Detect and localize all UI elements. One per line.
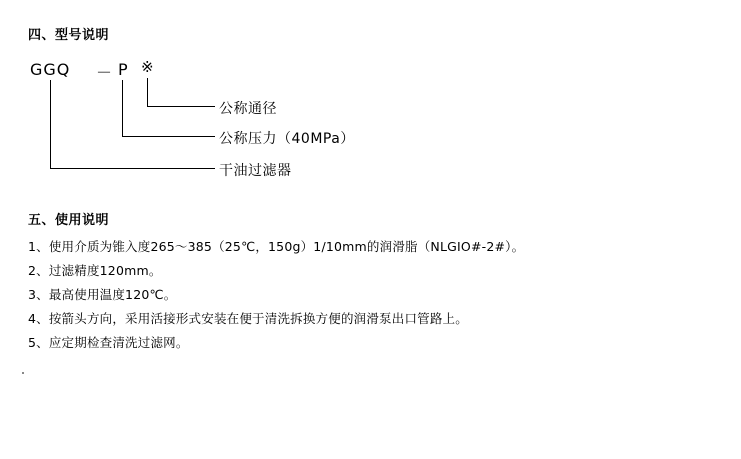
model-code-pressure: P	[118, 60, 129, 79]
callout-nominal-pressure: 公称压力（40MPa）	[219, 131, 355, 147]
model-code-dash: －	[96, 63, 114, 82]
leader-line-name-vertical	[50, 80, 51, 168]
page-artifact-dot	[22, 372, 24, 374]
usage-note-item: 5、应定期检查清洗过滤网。	[28, 335, 189, 350]
leader-line-pressure-vertical	[122, 80, 123, 136]
usage-note-item: 3、最高使用温度120℃。	[28, 287, 177, 302]
usage-note-item: 2、过滤精度120mm。	[28, 263, 162, 278]
model-code-series: GGQ	[30, 60, 71, 79]
usage-note-item: 4、按箭头方向，采用活接形式安装在便于清洗拆换方便的润滑泵出口管路上。	[28, 311, 468, 326]
leader-line-diameter-horizontal	[147, 106, 215, 107]
leader-line-name-horizontal	[50, 168, 215, 169]
section-title-usage: 五、使用说明	[28, 213, 110, 228]
section-title-model: 四、型号说明	[28, 28, 110, 43]
usage-note-item: 1、使用介质为锥入度265～385（25℃，150g）1/10mm的润滑脂（NLGIO#-2#）。	[28, 239, 525, 254]
callout-nominal-diameter: 公称通径	[219, 101, 277, 117]
leader-line-pressure-horizontal	[122, 136, 215, 137]
leader-line-diameter-vertical	[147, 78, 148, 106]
model-code-diameter: ※	[141, 58, 155, 76]
callout-product-name: 干油过滤器	[219, 163, 292, 179]
